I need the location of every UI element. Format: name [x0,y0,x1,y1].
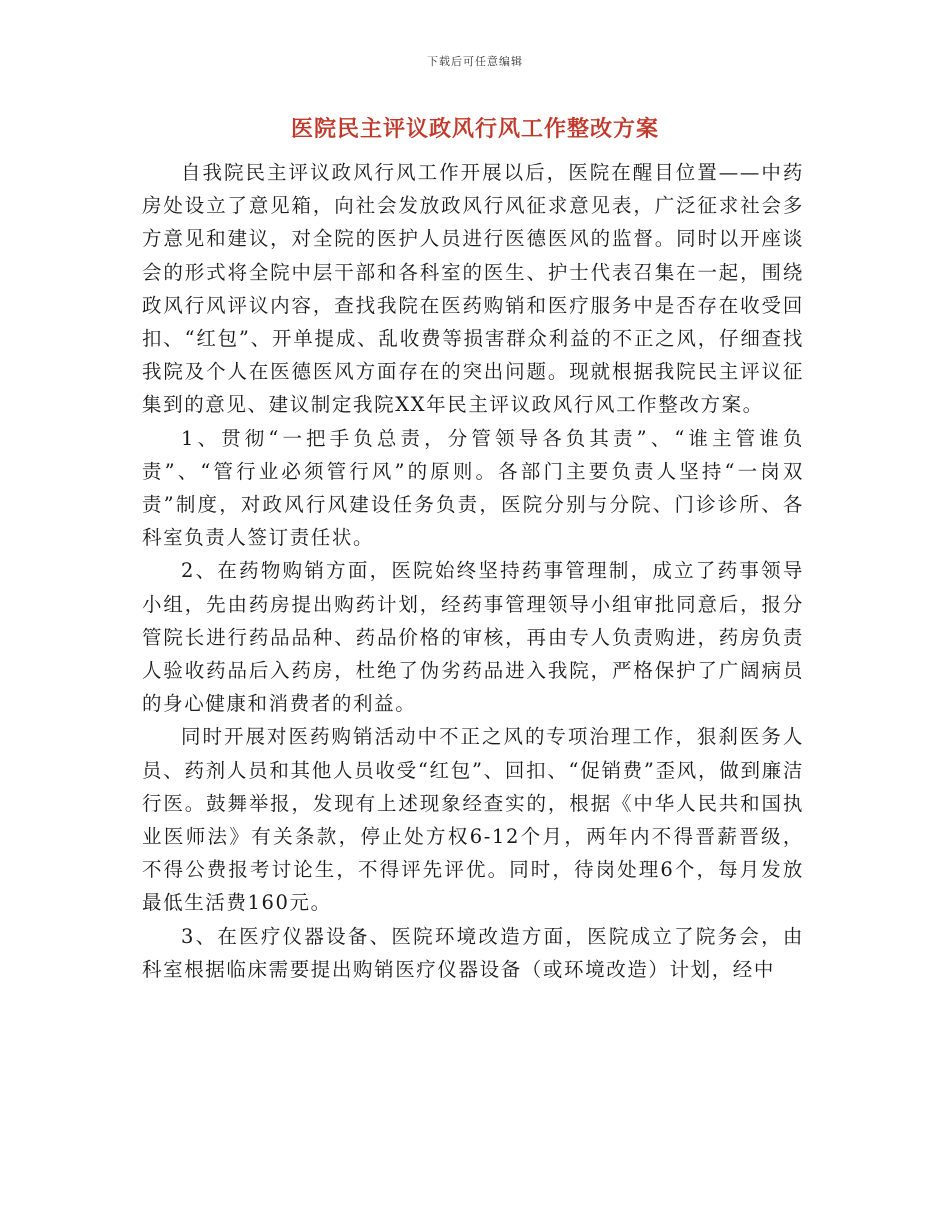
paragraph-item-3: 3、在医疗仪器设备、医院环境改造方面，医院成立了院务会，由科室根据临床需要提出购销医疗仪器设备（或环境改造）计划，经中 [142,924,804,981]
document-title: 医院民主评议政风行风工作整改方案 [290,116,659,142]
header-note: 下载后可任意编辑 [427,55,523,68]
paragraph-item-1: 1、贯彻“一把手负总责，分管领导各负其责”、“谁主管谁负责”、“管行业必须管行风”的原则。各部门主要负责人坚持“一岗双责”制度，对政风行风建设任务负责，医院分别与分院、门诊诊所、各科室负责人签订责任状。 [142,426,804,550]
paragraph-item-2-continued: 同时开展对医药购销活动中不正之风的专项治理工作，狠刹医务人员、药剂人员和其他人员收受“红包”、回扣、“促销费”歪风，做到廉洁行医。鼓舞举报，发现有上述现象经查实的，根据《中华人民共和国执业医师法》有关条款，停止处方权6-12个月，两年内不得晋薪晋级，不得公费报考讨论生，不得评先评优。同时，待岗处理6个，每月发放最低生活费160元。 [142,725,804,915]
document-body [142,156,804,986]
paragraph-intro: 自我院民主评议政风行风工作开展以后，医院在醒目位置——中药房处设立了意见箱，向社会发放政风行风征求意见表，广泛征求社会多方意见和建议，对全院的医护人员进行医德医风的监督。同时以开座谈会的形式将全院中层干部和各科室的医生、护士代表召集在一起，围绕政风行风评议内容，查找我院在医药购销和医疗服务中是否存在收受回扣、“红包”、开单提成、乱收费等损害群众利益的不正之风，仔细查找我院及个人在医德医风方面存在的突出问题。现就根据我院民主评议征集到的意见、建议制定我院XX年民主评议政风行风工作整改方案。 [142,161,804,417]
paragraph-item-2: 2、在药物购销方面，医院始终坚持药事管理制，成立了药事领导小组，先由药房提出购药计划，经药事管理领导小组审批同意后，报分管院长进行药品品种、药品价格的审核，再由专人负责购进，药房负责人验收药品后入药房，杜绝了伪劣药品进入我院，严格保护了广阔病员的身心健康和消费者的利益。 [142,559,804,716]
